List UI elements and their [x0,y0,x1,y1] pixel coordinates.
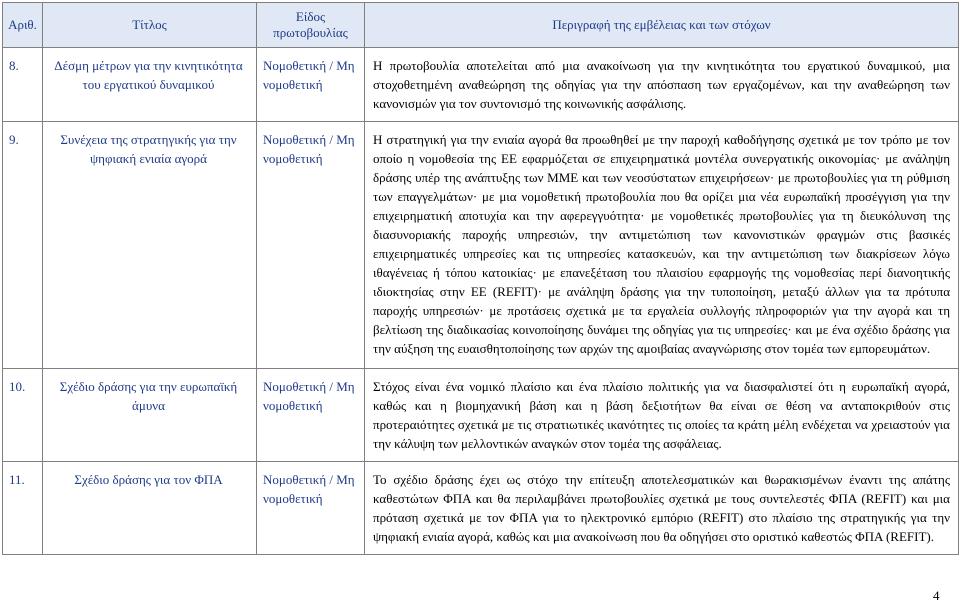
row-title: Συνέχεια της στρατηγικής για την ψηφιακή ενιαία αγορά [43,122,257,369]
row-type: Νομοθετική / Μη νομοθετική [257,122,365,369]
header-type: Είδος πρωτοβουλίας [257,3,365,48]
row-description: Το σχέδιο δράσης έχει ως στόχο την επίτευξη αποτελεσματικών και θωρακισμένων έναντι της απάτης καθεστώτων ΦΠΑ και θα περιλαμβάνει πρωτοβουλίες σχετικά με τους συντελεστές ΦΠΑ (REFIT) και μια πρόταση σχετικά με τον ΦΠΑ για το ηλεκτρονικό εμπόριο (REFIT) στο πλαίσιο της στρατηγικής για την ψηφιακή ενιαία αγορά, καθώς και μια ανακοίνωση που θα οδηγήσει στο οριστικό καθεστώς ΦΠΑ (REFIT). [365,462,959,555]
header-number: Αριθ. [3,3,43,48]
header-title: Τίτλος [43,3,257,48]
row-number: 11. [3,462,43,555]
table-row [3,48,959,122]
work-programme-table [2,2,959,555]
row-description: Η στρατηγική για την ενιαία αγορά θα προωθηθεί με την παροχή καθοδήγησης σχετικά με τον τρόπο με τον οποίο η νομοθεσία της ΕΕ εφαρμόζεται σε επιχειρηματικά μοντέλα συνεργατικής οικονομίας· με ανάληψη δράσης υπέρ της ανάπτυξης των ΜΜΕ και των νεοσύστατων επιχειρήσεων· με πρωτοβουλίες για τη ρύθμιση των επαγγελμάτων· με μια νομοθετική πρωτοβουλία που θα ορίζει μια νέα ευρωπαϊκή προσέγγιση για την επιχειρηματική αποτυχία και την αφερεγγυότητα· με νομοθετικές πρωτοβουλίες για τη διευκόλυνση της διασυνοριακής παροχής υπηρεσιών, την αντιμετώπιση των κανονιστικών φραγμών στις βασικές επιχειρηματικές υπηρεσίες και τις υπηρεσίες κατασκευών, και την αντιμετώπιση των διακρίσεων λόγω ιθαγένειας ή τόπου κατοικίας· με επανεξέταση του πλαισίου εφαρμογής της νομοθεσίας περί διανοητικής ιδιοκτησίας στην ΕΕ (REFIT)· με ανάληψη δράσης για την τυποποίηση, μεταξύ άλλων για τα πρότυπα παροχής υπηρεσιών· με προτάσεις σχετικά με τα εργαλεία συλλογής πληροφοριών για την αγορά και τη βελτίωση της διαδικασίας κοινοποίησης δυνάμει της οδηγίας για τις υπηρεσίες· και με ένα σχέδιο δράσης για την αύξηση της ευαισθητοποίησης των αρχών της αμοιβαίας αναγνώρισης στον τομέα των εμπορευμάτων. [365,122,959,369]
row-title: Σχέδιο δράσης για την ευρωπαϊκή άμυνα [43,369,257,462]
row-type: Νομοθετική / Μη νομοθετική [257,48,365,122]
row-description: Στόχος είναι ένα νομικό πλαίσιο και ένα πλαίσιο πολιτικής για να διασφαλιστεί ότι η ευρωπαϊκή αγορά, καθώς και η βιομηχανική βάση και η βάση δεξιοτήτων θα είναι σε θέση να ανταποκριθούν στις προτεραιότητες σχετικά με τις στρατιωτικές ικανότητες τις οποίες τα κράτη μέλη ενδέχεται να χρειαστούν για την κάλυψη των μελλοντικών αναγκών στον τομέα της ασφάλειας. [365,369,959,462]
row-type: Νομοθετική / Μη νομοθετική [257,462,365,555]
row-number: 9. [3,122,43,369]
row-type: Νομοθετική / Μη νομοθετική [257,369,365,462]
header-description: Περιγραφή της εμβέλειας και των στόχων [365,3,959,48]
table-row [3,462,959,555]
table-row [3,369,959,462]
row-title: Σχέδιο δράσης για τον ΦΠΑ [43,462,257,555]
row-number: 10. [3,369,43,462]
row-description: Η πρωτοβουλία αποτελείται από μια ανακοίνωση για την κινητικότητα του εργατικού δυναμικού, μια στοχοθετημένη αναθεώρηση της οδηγίας για την απόσπαση των εργαζομένων, και την αναθεώρηση των κανονισμών για τον συντονισμό της κοινωνικής ασφάλισης. [365,48,959,122]
row-title: Δέσμη μέτρων για την κινητικότητα του εργατικού δυναμικού [43,48,257,122]
table-row [3,122,959,369]
table-header-row [3,3,959,48]
page-number: 4 [933,588,940,603]
row-number: 8. [3,48,43,122]
